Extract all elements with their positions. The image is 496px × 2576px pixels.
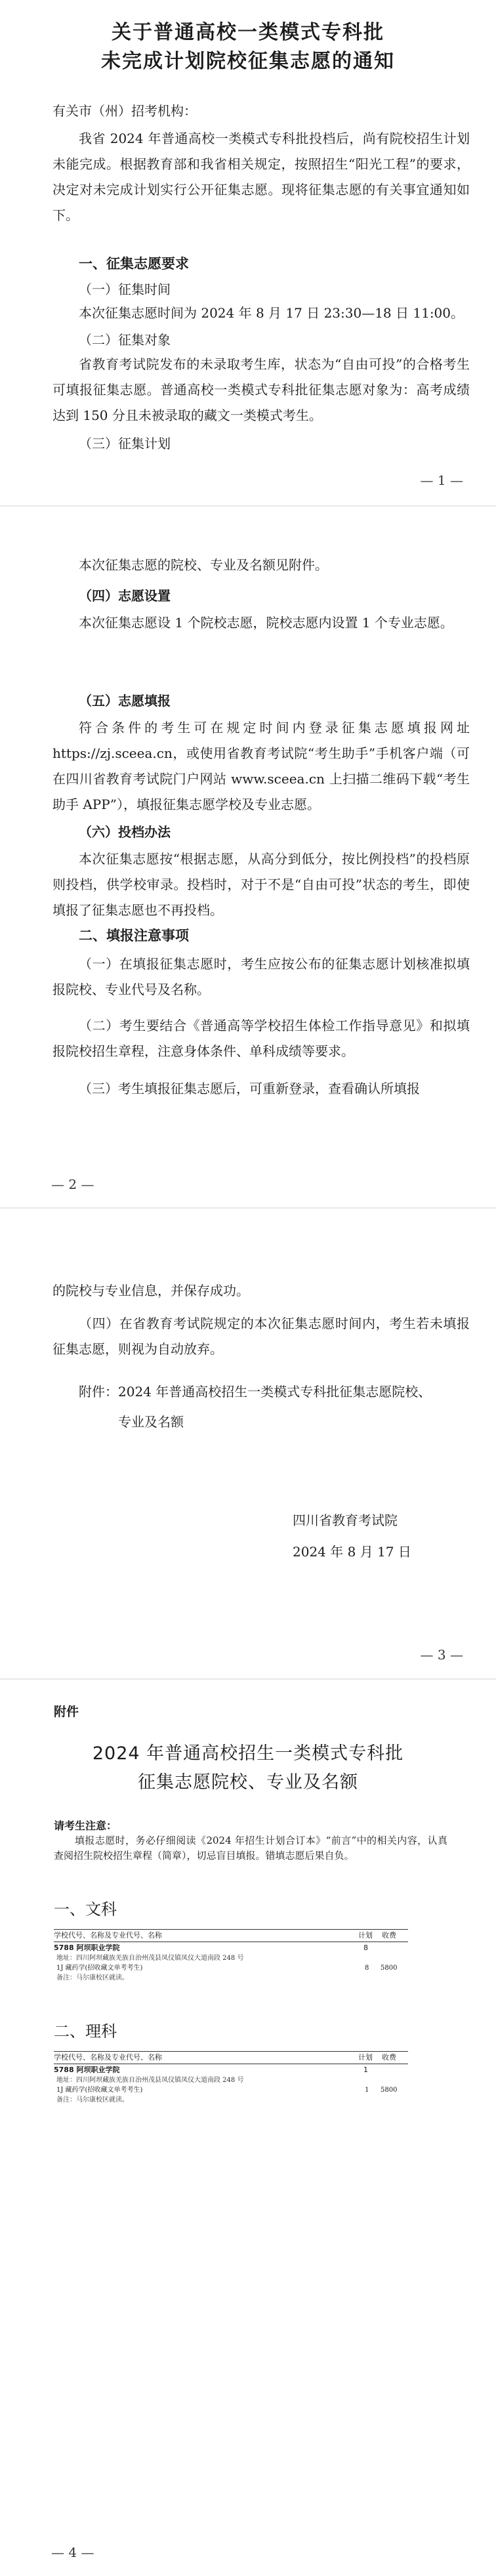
header-plan: 计划	[358, 2053, 373, 2062]
time-paragraph: 本次征集志愿时间为 2024 年 8 月 17 日 23:30—18 日 11:00。	[79, 305, 465, 321]
major-plan: 1	[365, 2087, 369, 2094]
table-row-major	[54, 2085, 408, 2096]
annex-title-line2: 征集志愿院校、专业及名额	[138, 1772, 358, 1793]
major-name: 1J 藏药学(招收藏文单考考生)	[56, 1964, 143, 1972]
header-fee: 收费	[382, 2053, 396, 2062]
target-paragraph: 省教育考试院发布的未录取考生库，状态为“自由可投”的合格考生可填报征集志愿。普通高校一类模式专科批征集志愿对象为：高考成绩达到 150 分且未被录取的藏文一类模式考生。	[52, 356, 470, 423]
school-remark: 备注：马尔康校区就读。	[56, 2096, 129, 2104]
notice-title-line1: 关于普通高校一类模式专科批	[112, 21, 384, 44]
school-plan: 1	[363, 2066, 368, 2074]
subsection-time-heading: （一）征集时间	[79, 281, 171, 297]
setting-paragraph: 本次征集志愿设 1 个院校志愿，院校志愿内设置 1 个专业志愿。	[79, 615, 453, 631]
subsection-target-heading: （二）征集对象	[79, 332, 171, 348]
attachment-line-1: 附件：2024 年普通高校招生一类模式专科批征集志愿院校、	[79, 1384, 432, 1400]
subsection-setting-heading: （四）志愿设置	[79, 588, 171, 604]
school-name: 5788 阿坝职业学院	[54, 1943, 120, 1952]
page-number-4: — 4 —	[51, 2545, 94, 2560]
note-2-paragraph: （二）考生要结合《普通高等学校招生体检工作指导意见》和拟填报院校招生章程，注意身体条件、单科成绩等要求。	[52, 1018, 470, 1059]
annex-section-heading-arts: 一、文科	[54, 1900, 117, 1919]
table-header-row	[54, 2052, 408, 2064]
note-3-paragraph: （三）考生填报征集志愿后，可重新登录，查看确认所填报	[79, 1081, 420, 1096]
page-number-2: — 2 —	[51, 1176, 94, 1192]
notice-title-line2: 未完成计划院校征集志愿的通知	[101, 50, 395, 73]
page-separator	[0, 1678, 496, 1680]
page-separator	[0, 505, 496, 507]
page-number-1: — 1 —	[420, 472, 463, 488]
annex-notice-heading: 请考生注意：	[54, 1819, 117, 1832]
section-1-heading: 一、征集志愿要求	[79, 256, 189, 272]
school-plan: 8	[363, 1943, 368, 1952]
annex-title-line1: 2024 年普通高校招生一类模式专科批	[92, 1743, 404, 1764]
plan-paragraph: 本次征集志愿的院校、专业及名额见附件。	[79, 557, 328, 573]
school-remark: 备注：马尔康校区就读。	[56, 1974, 129, 1982]
major-fee: 5800	[381, 1964, 398, 1972]
subsection-plan-heading: （三）征集计划	[79, 436, 171, 451]
issue-date: 2024 年 8 月 17 日	[293, 1544, 411, 1560]
header-code-name: 学校代号、名称及专业代号、名称	[54, 1931, 162, 1940]
table-row-major	[54, 1963, 408, 1974]
page-number-3: — 3 —	[420, 1647, 463, 1663]
subsection-fill-heading: （五）志愿填报	[79, 693, 171, 709]
intro-paragraph: 我省 2024 年普通高校一类模式专科批投档后，尚有院校招生计划未能完成。根据教育部和我省相关规定，按照招生“阳光工程”的要求，决定对未完成计划实行公开征集志愿。现将征集志愿的有关事宜通知如下。	[52, 131, 470, 223]
major-fee: 5800	[381, 2087, 398, 2094]
attachment-line-2: 专业及名额	[118, 1414, 184, 1430]
annex-section-heading-science: 二、理科	[54, 2022, 117, 2041]
note-4-paragraph: （四）在省教育考试院规定的本次征集志愿时间内，考生若未填报征集志愿，则视为自动放弃。	[52, 1316, 470, 1357]
school-address: 地址：四川阿坝藏族羌族自治州茂县凤仪镇凤仪大道南段 248 号	[56, 1955, 244, 1962]
fill-paragraph: 符合条件的考生可在规定时间内登录征集志愿填报网址 https://zj.sceea.cn，或使用省教育考试院“考生助手”手机客户端（可在四川省教育考试院门户网站 www.sceea.cn 上扫描二维码下载“考生助手 APP”），填报征集志愿学校及专业志愿。	[52, 720, 470, 812]
table-row-school	[54, 2064, 408, 2076]
annex-table-arts	[54, 1929, 408, 1983]
annex-label: 附件	[54, 1705, 79, 1719]
issuing-organization: 四川省教育考试院	[293, 1512, 398, 1528]
subsection-method-heading: （六）投档办法	[79, 824, 171, 840]
note-3-continuation: 的院校与专业信息，并保存成功。	[52, 1283, 249, 1298]
table-row-school	[54, 1942, 408, 1954]
annex-notice-body: 填报志愿时，务必仔细阅读《2024 年招生计划合订本》“前言”中的相关内容，认真查阅招生院校招生章程（简章），切忌盲目填报。错填志愿后果自负。	[54, 1835, 447, 1861]
page-separator	[0, 1207, 496, 1209]
major-plan: 8	[365, 1964, 369, 1972]
annex-table-science	[54, 2051, 408, 2105]
header-fee: 收费	[382, 1931, 396, 1940]
school-name: 5788 阿坝职业学院	[54, 2066, 120, 2074]
major-name: 1J 藏药学(招收藏文单考考生)	[56, 2087, 143, 2094]
header-plan: 计划	[358, 1931, 373, 1940]
table-header-row	[54, 1930, 408, 1942]
method-paragraph: 本次征集志愿按“根据志愿，从高分到低分，按比例投档”的投档原则投档，供学校审录。投档时，对于不是“自由可投”状态的考生，即使填报了征集志愿也不再投档。	[52, 851, 470, 918]
note-1-paragraph: （一）在填报征集志愿时，考生应按公布的征集志愿计划核准拟填报院校、专业代号及名称。	[52, 956, 470, 997]
salutation: 有关市（州）招考机构：	[52, 103, 197, 119]
school-address: 地址：四川阿坝藏族羌族自治州茂县凤仪镇凤仪大道南段 248 号	[56, 2077, 244, 2084]
section-2-heading: 二、填报注意事项	[79, 928, 189, 944]
header-code-name: 学校代号、名称及专业代号、名称	[54, 2053, 162, 2062]
